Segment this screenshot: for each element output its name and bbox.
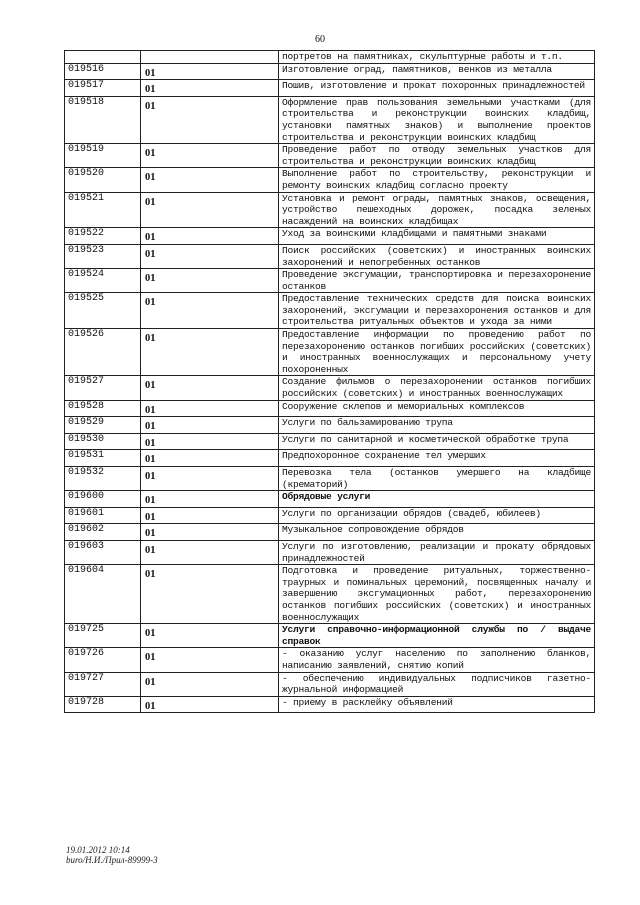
table-row <box>65 51 595 64</box>
mark-cell: 01 <box>141 269 279 293</box>
code-cell: 019531 <box>65 450 141 467</box>
service-name-cell: Предпохоронное сохранение тел умерших <box>279 450 595 467</box>
code-cell: 019532 <box>65 467 141 491</box>
service-name-cell: Пошив, изготовление и прокат похоронных принадлежностей <box>279 80 595 97</box>
mark-cell: 01 <box>141 540 279 564</box>
mark-cell: 01 <box>141 450 279 467</box>
mark-cell: 01 <box>141 648 279 672</box>
table-row <box>65 648 595 672</box>
mark-cell: 01 <box>141 524 279 541</box>
service-name-cell: Услуги по бальзамированию трупа <box>279 417 595 434</box>
code-cell: 019725 <box>65 624 141 648</box>
mark-cell <box>141 51 279 64</box>
service-name-cell: Музыкальное сопровождение обрядов <box>279 524 595 541</box>
table-row <box>65 80 595 97</box>
mark-cell: 01 <box>141 144 279 168</box>
table-row <box>65 244 595 268</box>
mark-cell: 01 <box>141 696 279 713</box>
footer-timestamp: 19.01.2012 10:14 <box>66 845 130 855</box>
table-row <box>65 192 595 228</box>
code-cell: 019516 <box>65 63 141 80</box>
service-name-cell: Проведение эксгумации, транспортировка и перезахоронение останков <box>279 269 595 293</box>
document-footer <box>66 845 158 865</box>
table-row <box>65 696 595 713</box>
code-cell: 019517 <box>65 80 141 97</box>
service-name-cell: Услуги по организации обрядов (свадеб, юбилеев) <box>279 507 595 524</box>
service-name-cell: Перевозка тела (останков умершего на кладбище (крематорий) <box>279 467 595 491</box>
table-row <box>65 400 595 417</box>
service-name-cell: Поиск российских (советских) и иностранных воинских захоронений и непогребенных останков <box>279 244 595 268</box>
code-cell: 019519 <box>65 144 141 168</box>
table-row <box>65 376 595 400</box>
mark-cell: 01 <box>141 400 279 417</box>
mark-cell: 01 <box>141 96 279 143</box>
code-cell: 019528 <box>65 400 141 417</box>
service-name-cell: Уход за воинскими кладбищами и памятными знаками <box>279 228 595 245</box>
mark-cell: 01 <box>141 293 279 329</box>
code-cell: 019728 <box>65 696 141 713</box>
mark-cell: 01 <box>141 624 279 648</box>
table-row <box>65 63 595 80</box>
service-name-cell: Услуги по санитарной и косметической обработке трупа <box>279 433 595 450</box>
code-cell: 019604 <box>65 565 141 624</box>
table-row <box>65 228 595 245</box>
code-cell: 019518 <box>65 96 141 143</box>
mark-cell: 01 <box>141 491 279 508</box>
classifier-table <box>64 50 595 713</box>
mark-cell: 01 <box>141 565 279 624</box>
code-cell: 019726 <box>65 648 141 672</box>
code-cell: 019526 <box>65 329 141 376</box>
service-name-cell: Создание фильмов о перезахоронении останков погибших российских (советских) и иностранных военнослужащих <box>279 376 595 400</box>
code-cell: 019530 <box>65 433 141 450</box>
mark-cell: 01 <box>141 507 279 524</box>
code-cell: 019601 <box>65 507 141 524</box>
service-name-cell: Сооружение склепов и мемориальных комплексов <box>279 400 595 417</box>
mark-cell: 01 <box>141 467 279 491</box>
service-name-cell: - приему в расклейку объявлений <box>279 696 595 713</box>
service-name-cell: Услуги по изготовлению, реализации и прокату обрядовых принадлежностей <box>279 540 595 564</box>
table-body <box>65 51 595 713</box>
code-cell: 019520 <box>65 168 141 192</box>
service-name-cell: Проведение работ по отводу земельных участков для строительства и реконструкции воинских кладбищ <box>279 144 595 168</box>
code-cell: 019529 <box>65 417 141 434</box>
mark-cell: 01 <box>141 80 279 97</box>
code-cell <box>65 51 141 64</box>
service-name-cell: Обрядовые услуги <box>279 491 595 508</box>
table-row <box>65 433 595 450</box>
code-cell: 019521 <box>65 192 141 228</box>
code-cell: 019727 <box>65 672 141 696</box>
mark-cell: 01 <box>141 168 279 192</box>
service-name-cell: Оформление прав пользования земельными участками (для строительства и реконструкции воинских кладбищ, установки памятных знаков) и выполнение проектов строительства и реконструкции воинских кладбищ <box>279 96 595 143</box>
code-cell: 019603 <box>65 540 141 564</box>
service-name-cell: Выполнение работ по строительству, реконструкции и ремонту воинских кладбищ согласно проекту <box>279 168 595 192</box>
service-name-cell: Установка и ремонт ограды, памятных знаков, освещения, устройство пешеходных дорожек, посадка зеленых насаждений на воинских кладбищах <box>279 192 595 228</box>
footer-file-path: buro/Н.И./Прил-89999-3 <box>66 855 158 865</box>
service-name-cell: Предоставление технических средств для поиска воинских захоронений, эксгумации и перезахоронения останков и для строительства ритуальных объектов и ухода за ними <box>279 293 595 329</box>
service-name-cell: - оказанию услуг населению по заполнению бланков, написанию заявлений, снятию копий <box>279 648 595 672</box>
code-cell: 019522 <box>65 228 141 245</box>
code-cell: 019527 <box>65 376 141 400</box>
table-row <box>65 672 595 696</box>
mark-cell: 01 <box>141 433 279 450</box>
mark-cell: 01 <box>141 228 279 245</box>
code-cell: 019602 <box>65 524 141 541</box>
mark-cell: 01 <box>141 672 279 696</box>
mark-cell: 01 <box>141 192 279 228</box>
mark-cell: 01 <box>141 417 279 434</box>
page-number: 60 <box>315 34 325 45</box>
code-cell: 019600 <box>65 491 141 508</box>
table-row <box>65 524 595 541</box>
service-name-cell: Предоставление информации по проведению работ по перезахоронению останков погибших российских (советских) и иностранных военнослужащих и персональному учету похороненных <box>279 329 595 376</box>
service-name-cell: Услуги справочно-информационной службы по / выдаче справок <box>279 624 595 648</box>
service-name-cell: портретов на памятниках, скульптурные работы и т.п. <box>279 51 595 64</box>
service-name-cell: Изготовление оград, памятников, венков из металла <box>279 63 595 80</box>
table-row <box>65 624 595 648</box>
code-cell: 019525 <box>65 293 141 329</box>
mark-cell: 01 <box>141 244 279 268</box>
table-row <box>65 417 595 434</box>
table-row <box>65 540 595 564</box>
table-row <box>65 96 595 143</box>
mark-cell: 01 <box>141 329 279 376</box>
service-name-cell: Подготовка и проведение ритуальных, торжественно-траурных и поминальных церемоний, посвященных началу и завершению эксгумационных работ, перезахоронению останков погибших российских (советских) и иностранных военнослужащих <box>279 565 595 624</box>
table-row <box>65 329 595 376</box>
table-row <box>65 507 595 524</box>
code-cell: 019524 <box>65 269 141 293</box>
mark-cell: 01 <box>141 63 279 80</box>
mark-cell: 01 <box>141 376 279 400</box>
table-row <box>65 467 595 491</box>
table-row <box>65 565 595 624</box>
table-row <box>65 293 595 329</box>
table-row <box>65 168 595 192</box>
table-row <box>65 269 595 293</box>
table-row <box>65 450 595 467</box>
table-row <box>65 491 595 508</box>
code-cell: 019523 <box>65 244 141 268</box>
table-row <box>65 144 595 168</box>
service-name-cell: - обеспечению индивидуальных подписчиков газетно-журнальной информацией <box>279 672 595 696</box>
